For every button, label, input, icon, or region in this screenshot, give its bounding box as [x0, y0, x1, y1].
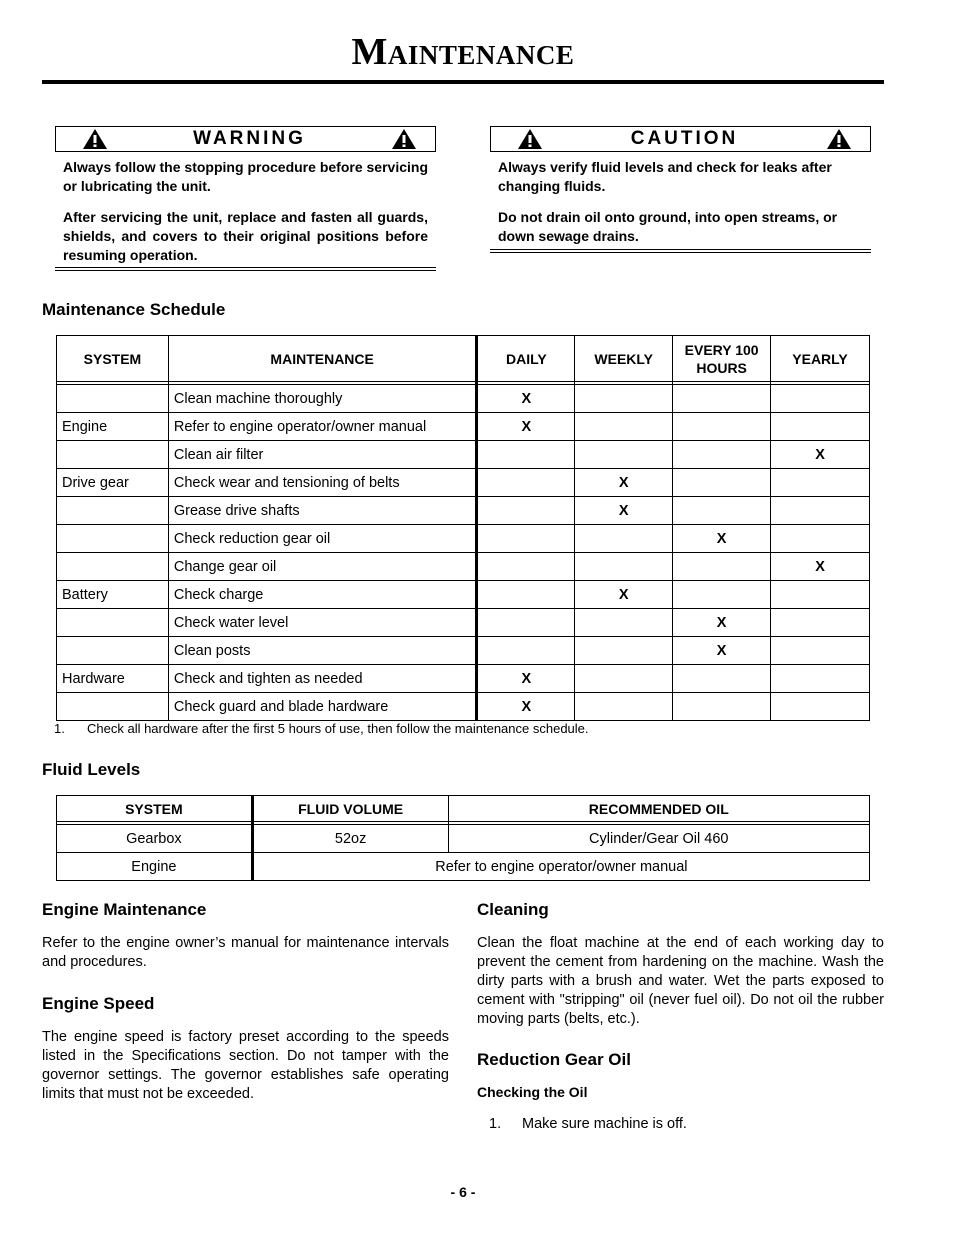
table-cell	[673, 469, 771, 497]
caution-text	[498, 158, 863, 258]
table-cell: Engine	[57, 853, 253, 881]
engine-speed-heading: Engine Speed	[42, 994, 155, 1013]
table-cell: Refer to engine operator/owner manual	[252, 853, 869, 881]
table-row	[57, 609, 870, 637]
step-text: Make sure machine is off.	[522, 1116, 687, 1132]
table-header-row	[57, 796, 870, 822]
table-cell	[477, 637, 575, 665]
engine-maintenance-heading: Engine Maintenance	[42, 900, 207, 919]
table-cell	[57, 553, 169, 581]
table-cell: Battery	[57, 581, 169, 609]
table-cell	[575, 553, 673, 581]
table-cell	[771, 693, 870, 721]
table-header-row	[57, 336, 870, 382]
table-row	[57, 665, 870, 693]
table-row	[57, 825, 870, 853]
caution-header	[490, 126, 871, 152]
table-cell: X	[477, 693, 575, 721]
column-header: YEARLY	[771, 336, 870, 382]
table-cell: X	[477, 665, 575, 693]
table-cell	[771, 385, 870, 413]
warning-triangle-icon	[82, 128, 108, 150]
table-cell: Refer to engine operator/owner manual	[168, 413, 477, 441]
table-cell: Check wear and tensioning of belts	[168, 469, 477, 497]
table-cell: Engine	[57, 413, 169, 441]
table-cell: X	[575, 469, 673, 497]
table-cell	[673, 693, 771, 721]
table-cell: Grease drive shafts	[168, 497, 477, 525]
table-cell	[57, 693, 169, 721]
schedule-footnote-number: 1.	[54, 721, 65, 736]
table-cell	[575, 413, 673, 441]
title-divider	[42, 80, 884, 84]
fluid-heading: Fluid Levels	[42, 760, 141, 779]
table-cell	[575, 385, 673, 413]
table-cell: Gearbox	[57, 825, 253, 853]
table-cell: Check water level	[168, 609, 477, 637]
table-cell: Drive gear	[57, 469, 169, 497]
reduction-gear-heading: Reduction Gear Oil	[477, 1050, 631, 1069]
table-cell	[673, 497, 771, 525]
warning-triangle-icon	[391, 128, 417, 150]
warning-bottom-rule	[55, 267, 436, 271]
table-row	[57, 853, 870, 881]
table-cell	[477, 553, 575, 581]
table-cell: X	[575, 497, 673, 525]
fluid-levels-table	[56, 795, 870, 881]
table-row	[57, 581, 870, 609]
table-row	[57, 693, 870, 721]
table-cell	[575, 693, 673, 721]
caution-bottom-rule	[490, 249, 871, 253]
table-cell: Check and tighten as needed	[168, 665, 477, 693]
table-cell	[771, 525, 870, 553]
table-cell: Check guard and blade hardware	[168, 693, 477, 721]
table-cell	[771, 609, 870, 637]
checking-oil-subheading: Checking the Oil	[477, 1084, 588, 1100]
table-cell	[477, 469, 575, 497]
table-cell: X	[771, 553, 870, 581]
table-cell: X	[673, 637, 771, 665]
cleaning-text: Clean the float machine at the end of each working day to prevent the cement from hardening on the machine. Wash the dirty parts with a brush and water. Wet the parts exposed to cement with "stripping" oil (never fuel oil). Do not oil the rubber moving parts (belts, etc.).	[477, 935, 884, 1027]
table-cell	[575, 609, 673, 637]
caution-triangle-icon	[517, 128, 543, 150]
table-cell	[575, 525, 673, 553]
table-cell: Hardware	[57, 665, 169, 693]
table-cell: X	[575, 581, 673, 609]
page-number: - 6 -	[450, 1184, 476, 1200]
cleaning-heading: Cleaning	[477, 900, 549, 919]
table-cell: X	[673, 525, 771, 553]
table-cell: Clean posts	[168, 637, 477, 665]
caution-label: CAUTION	[630, 128, 739, 149]
table-cell	[477, 581, 575, 609]
table-row	[57, 497, 870, 525]
table-row	[57, 385, 870, 413]
table-cell	[673, 581, 771, 609]
table-cell	[771, 413, 870, 441]
table-cell	[477, 497, 575, 525]
caution-triangle-icon	[826, 128, 852, 150]
page-title: Maintenance	[351, 31, 575, 73]
table-cell: Clean air filter	[168, 441, 477, 469]
table-cell	[57, 441, 169, 469]
column-header: RECOMMENDED OIL	[448, 796, 869, 822]
table-cell	[477, 441, 575, 469]
table-row	[57, 637, 870, 665]
table-cell: 52oz	[252, 825, 448, 853]
warning-label: WARNING	[193, 128, 306, 149]
table-row	[57, 413, 870, 441]
table-cell	[57, 525, 169, 553]
table-cell	[57, 497, 169, 525]
table-cell	[57, 637, 169, 665]
table-cell	[771, 665, 870, 693]
column-header: FLUID VOLUME	[252, 796, 448, 822]
column-header: EVERY 100 HOURS	[673, 336, 771, 382]
warning-paragraph: After servicing the unit, replace and fasten all guards, shields, and covers to their original positions before resuming operation.	[63, 209, 428, 263]
table-cell: Check reduction gear oil	[168, 525, 477, 553]
caution-paragraph: Do not drain oil onto ground, into open streams, or down sewage drains.	[498, 209, 838, 244]
maintenance-schedule-table	[56, 335, 870, 721]
column-header: SYSTEM	[57, 336, 169, 382]
table-cell: X	[673, 609, 771, 637]
table-cell	[575, 637, 673, 665]
table-row	[57, 441, 870, 469]
table-cell: X	[771, 441, 870, 469]
table-cell	[575, 441, 673, 469]
table-cell	[771, 497, 870, 525]
table-row	[57, 469, 870, 497]
table-row	[57, 553, 870, 581]
table-cell: X	[477, 385, 575, 413]
table-cell: Check charge	[168, 581, 477, 609]
schedule-heading: Maintenance Schedule	[42, 300, 226, 319]
table-cell	[771, 469, 870, 497]
table-cell	[57, 385, 169, 413]
table-cell	[771, 637, 870, 665]
warning-paragraph: Always follow the stopping procedure before servicing or lubricating the unit.	[63, 159, 428, 194]
table-row	[57, 525, 870, 553]
table-cell	[673, 441, 771, 469]
table-cell	[673, 665, 771, 693]
table-cell	[673, 553, 771, 581]
column-header: MAINTENANCE	[168, 336, 477, 382]
table-cell	[477, 525, 575, 553]
column-header: SYSTEM	[57, 796, 253, 822]
table-cell	[673, 413, 771, 441]
table-cell: Clean machine thoroughly	[168, 385, 477, 413]
table-cell: X	[477, 413, 575, 441]
warning-text	[63, 158, 428, 277]
engine-speed-text: The engine speed is factory preset according to the speeds listed in the Specifications section. Do not tamper with the governor settings. The governor establishes safe operating limits that must not be exceeded.	[42, 1029, 449, 1102]
engine-maintenance-text: Refer to the engine owner’s manual for maintenance intervals and procedures.	[42, 935, 449, 970]
table-cell	[771, 581, 870, 609]
caution-paragraph: Always verify fluid levels and check for leaks after changing fluids.	[498, 159, 832, 194]
table-cell: Cylinder/Gear Oil 460	[448, 825, 869, 853]
table-cell	[575, 665, 673, 693]
table-cell: Change gear oil	[168, 553, 477, 581]
warning-header	[55, 126, 436, 152]
table-cell	[57, 609, 169, 637]
table-cell	[673, 385, 771, 413]
schedule-footnote: Check all hardware after the first 5 hours of use, then follow the maintenance schedule.	[87, 721, 589, 736]
table-cell	[477, 609, 575, 637]
step-number: 1.	[489, 1116, 502, 1132]
column-header: DAILY	[477, 336, 575, 382]
column-header: WEEKLY	[575, 336, 673, 382]
